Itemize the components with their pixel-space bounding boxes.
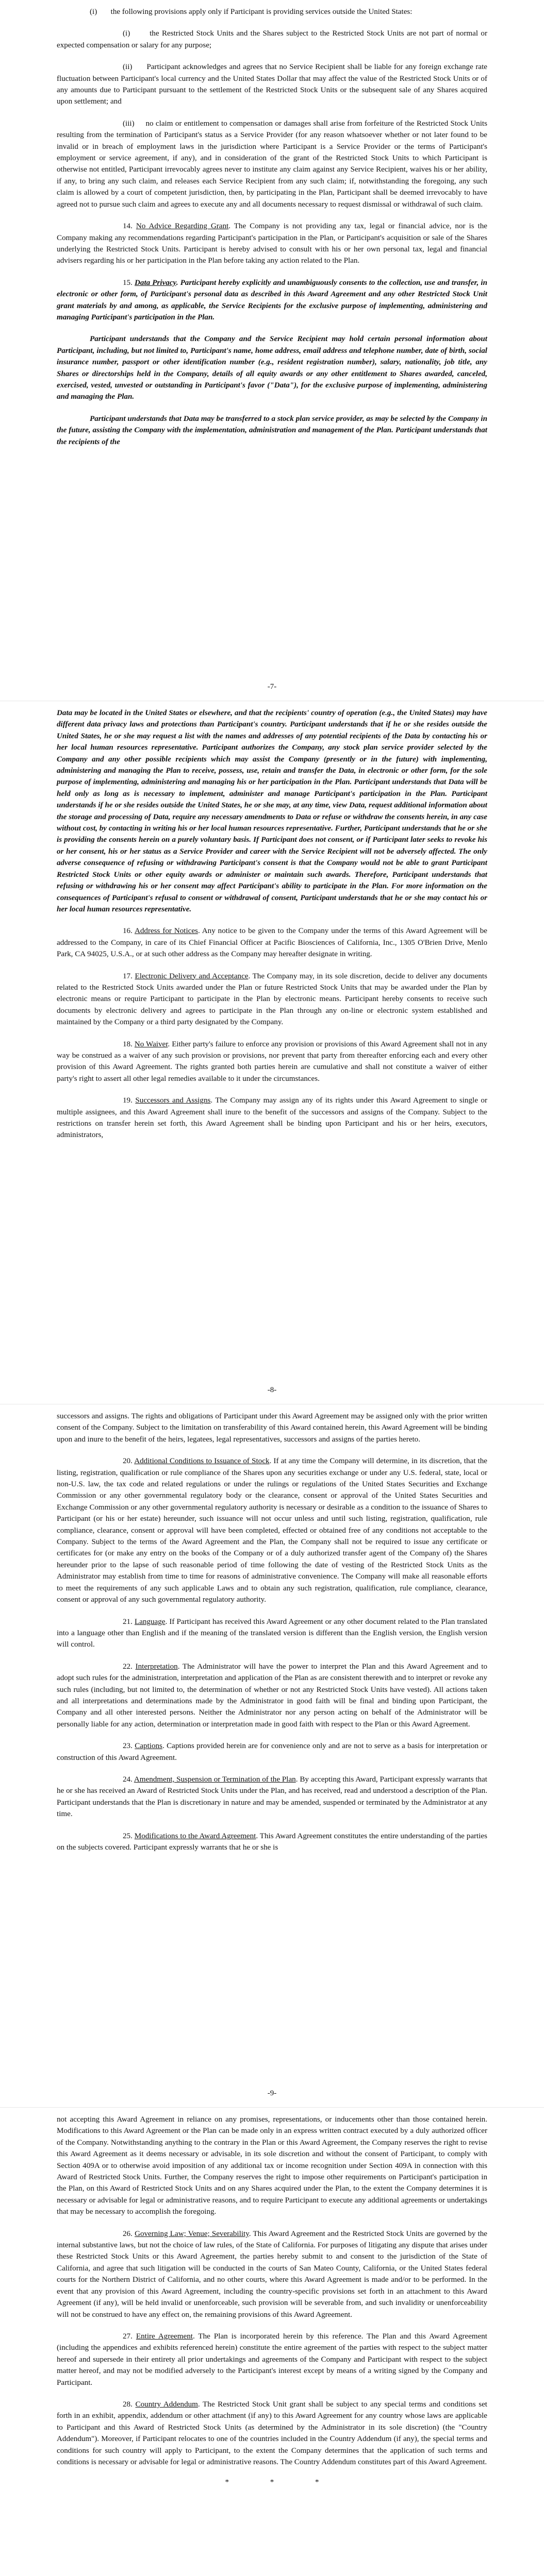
document-page-7 (0, 0, 544, 701)
section-heading: Additional Conditions to Issuance of Stock (134, 1457, 270, 1466)
section-body: . Either party's failure to enforce any provision or provisions of this Award Agreement shall not in any way be construed as a waiver of any such provision or provisions, nor prevent that party from thereafter enforcing each and every other provision of this Award Agreement. The rights granted both parties herein are cumulative and shall not constitute a waiver of either party's right to assert all other legal remedies available to it under the circumstances. (57, 1040, 487, 1083)
section-body: . If at any time the Company will determine, in its discretion, that the listing, registration, qualification or rule compliance of the Shares upon any securities exchange or under any U.S. federal, state, local or non-U.S. law, the tax code and related regulations or under the rulings or regulations of the United States Securities and Exchange Commission or any other governmental regulatory body or the clearance, consent or approval of the United States Securities and Exchange Commission or any other governmental regulatory authority is necessary or desirable as a condition to the issuance of Shares to Participant (or his or her estate) hereunder, such issuance will not occur unless and until such listing, registration, qualification, rule compliance, clearance, consent or approval will have been completed, effected or obtained free of any conditions not acceptable to the Company. Subject to the terms of the Award Agreement and the Plan, the Company shall not be required to issue any certificate or certificates for (or make any entry on the books of the Company or of a duly authorized transfer agent of the Company of) the Shares hereunder prior to the lapse of such reasonable period of time following the date of vesting of the Restricted Stock Units as the Administrator may establish from time to time for reasons of administrative convenience. The Company will make all reasonable efforts to meet the requirements of any such applicable Laws and to obtain any such registration, qualification, rule compliance, clearance, consent or approval of any such governmental regulatory authority. (57, 1457, 487, 1604)
section-number: 27. (123, 2332, 133, 2341)
section-25 (57, 1831, 487, 1854)
section-number: 22. (123, 1662, 133, 1671)
section-16 (57, 925, 487, 960)
section-number: 23. (123, 1742, 133, 1751)
section-20 (57, 1455, 487, 1605)
section-heading: Successors and Assigns (135, 1096, 211, 1105)
section-number: 19. (123, 1096, 133, 1105)
document-page-8 (0, 701, 544, 1404)
section-number: 20. (123, 1457, 133, 1466)
section-heading: Captions (135, 1742, 162, 1751)
section-number: 28. (123, 2400, 133, 2409)
paragraph-13-i-ii: (ii) Participant acknowledges and agrees that no Service Recipient shall be liable for any foreign exchange rate fluctuation between Participant's local currency and the United States Dollar that may affect the value of the Restricted Stock Units or of any amounts due to Participant pursuant to the settlement of the Restricted Stock Units or the subsequent sale of any Shares acquired upon settlement; and (57, 63, 487, 106)
section-body: . If Participant has received this Award Agreement or any other document related to the Plan translated into a language other than English and if the meaning of the translated version is different than the English version, the English version will control. (57, 1617, 488, 1649)
section-heading: Electronic Delivery and Acceptance (135, 972, 249, 980)
paragraph-13-i-i: (i) the Restricted Stock Units and the Shares subject to the Restricted Stock Units are not part of normal or expected compensation or salary for any purpose; (57, 29, 487, 49)
section-number: 26. (123, 2229, 133, 2238)
section-number: 14. (123, 222, 133, 231)
section-24 (57, 1774, 487, 1820)
section-17 (57, 971, 487, 1028)
section-25-continuation: not accepting this Award Agreement in reliance on any promises, representations, or inducements other than those contained herein. Modifications to this Award Agreement or the Plan can be made only in an express written contract executed by a duly authorized officer of the Company. Notwithstanding anything to the contrary in the Plan or this Award Agreement, the Company reserves the right to revise this Award Agreement as it deems necessary or advisable, in its sole discretion and without the consent of Participant, to comply with Section 409A or to otherwise avoid imposition of any additional tax or income recognition under Section 409A in connection with this Award of Restricted Stock Units. Further, the Company reserves the right to impose other requirements on Participant's participation in the Plan, on this Award of Restricted Stock Units and on any Shares acquired under the Plan, to the extent the Company determines it is necessary or advisable for legal or administrative reasons, and to require Participant to execute any additional agreements or undertakings that may be necessary to accomplish the foregoing. (57, 2115, 487, 2216)
data-privacy-continuation: Data may be located in the United States or elsewhere, and that the recipients' country of operation (e.g., the United States) may have different data privacy laws and protections than Participant's country. Participant understands that if he or she resides outside the United States, he or she may request a list with the names and addresses of any potential recipients of the Data by contacting his or her local human resources representative. Participant authorizes the Company, any stock plan service provider selected by the Company and any other possible recipients which may assist the Company (presently or in the future) with implementing, administering and managing the Plan to receive, possess, use, retain and transfer the Data, in electronic or other form, for the sole purpose of implementing, administering and managing his or her participation in the Plan. Participant understands that Data will be held only as long as is necessary to implement, administer and manage Participant's participation in the Plan. Participant understands if he or she resides outside the United States, he or she may, at any time, view Data, request additional information about the storage and processing of Data, require any necessary amendments to Data or refuse or withdraw the consents herein, in any case without cost, by contacting in writing his or her local human resources representative. Further, Participant understands that he or she is providing the consents herein on a purely voluntary basis. If Participant does not consent, or if Participant later seeks to revoke his or her consent, his or her status as a Service Provider and career with the Service Recipient will not be adversely affected. The only adverse consequence of refusing or withdrawing Participant's consent is that the Company would not be able to grant Participant Restricted Stock Units or other equity awards or administer or maintain such awards. Therefore, Participant understands that refusing or withdrawing his or her consent may affect Participant's ability to participate in the Plan. For more information on the consequences of Participant's refusal to consent or withdrawal of consent, Participant understands that he or she may contact his or her local human resources representative. (57, 709, 487, 913)
section-number: 17. (123, 972, 133, 980)
page-number: -9- (267, 2089, 277, 2097)
section-21 (57, 1616, 487, 1651)
section-number: 25. (123, 1832, 133, 1840)
section-body: . Any notice to be given to the Company under the terms of this Award Agreement will be addressed to the Company, in care of its Chief Financial Officer at Pacific Biosciences of California, Inc., 1305 O'Brien Drive, Menlo Park, CA 94025, U.S.A., or at such other address as the Company may hereafter designate in writing. (57, 927, 487, 959)
section-body: . By accepting this Award, Participant expressly warrants that he or she has received an Award of Restricted Stock Units under the Plan, and has received, read and understood a description of the Plan. Participant understands that the Plan is discretionary in nature and may be amended, suspended or terminated by the Administrator at any time. (57, 1775, 487, 1819)
data-privacy-paragraph-3: Participant understands that Data may be transferred to a stock plan service provider, as may be selected by the Company in the future, assisting the Company with the implementation, administration and management of the Plan. Participant understands that the recipients of the (57, 414, 487, 446)
section-body: . The Company may assign any of its rights under this Award Agreement to single or multiple assignees, and this Award Agreement shall inure to the benefit of the successors and assigns of the Company. Subject to the restrictions on transfer herein set forth, this Award Agreement shall be binding upon Participant and his or her heirs, executors, administrators, (57, 1096, 487, 1140)
data-privacy-paragraph-2: Participant understands that the Company and the Service Recipient may hold certain personal information about Participant, including, but not limited to, Participant's name, home address, email address and telephone number, date of birth, social insurance number, passport or other identification number (e.g., resident registration number), salary, nationality, job title, any Shares or directorships held in the Company, details of all equity awards or any other entitlement to Shares awarded, canceled, exercised, vested, unvested or outstanding in Participant's favor ("Data"), for the exclusive purpose of implementing, administering and managing the Plan. (57, 335, 487, 401)
paragraph-13-i: (i) the following provisions apply only if Participant is providing services outside the United States: (90, 8, 413, 16)
document-page-9 (0, 1404, 544, 2107)
section-heading: Country Addendum (135, 2400, 198, 2409)
section-28 (57, 2399, 487, 2468)
section-body: . Captions provided herein are for convenience only and are not to serve as a basis for interpretation or construction of this Award Agreement. (57, 1742, 487, 1762)
section-body: . This Award Agreement constitutes the entire understanding of the parties on the subjects covered. Participant expressly warrants that he or she is (57, 1832, 488, 1852)
section-18 (57, 1039, 487, 1085)
section-heading: Entire Agreement (136, 2332, 193, 2341)
section-heading: Data Privacy (135, 278, 176, 287)
section-heading: Modifications to the Award Agreement (134, 1832, 256, 1840)
section-body: . The Plan is incorporated herein by this reference. The Plan and this Award Agreement (including the appendices and exhibits referenced herein) constitute the entire agreement of the parties with respect to the subject matter hereof and supersede in their entirety all prior undertakings and agreements of the Company and Participant with respect to the subject matter hereof, and may not be modified adversely to the Participant's interest except by means of a writing signed by the Company and Participant. (57, 2332, 487, 2387)
section-23 (57, 1740, 487, 1764)
section-heading: Language (134, 1617, 166, 1626)
section-number: 18. (123, 1040, 133, 1048)
section-22 (57, 1661, 487, 1730)
section-number: 24. (123, 1775, 133, 1784)
section-number: 21. (123, 1617, 133, 1626)
section-heading: Governing Law; Venue; Severability (135, 2229, 249, 2238)
section-heading: Interpretation (135, 1662, 178, 1671)
section-15 (57, 277, 487, 324)
document-page-10 (0, 2107, 544, 2576)
section-heading: No Waiver (134, 1040, 168, 1048)
end-of-document-stars: * * * (225, 2478, 339, 2487)
section-body: . The Company is not providing any tax, legal or financial advice, nor is the Company making any recommendations regarding Participant's participation in the Plan, or Participant's acquisition or sale of the Shares underlying the Restricted Stock Units. Participant is hereby advised to consult with his or her own personal tax, legal and financial advisers regarding his or her participation in the Plan before taking any action related to the Plan. (57, 222, 488, 265)
section-body: . The Restricted Stock Unit grant shall be subject to any special terms and conditions set forth in an exhibit, appendix, addendum or other attachment (if any) to this Award Agreement for any country whose laws are applicable to Participant and this Award of Restricted Stock Units (as determined by the Administrator in its sole discretion) (the "Country Addendum"). Moreover, if Participant relocates to one of the countries included in the Country Addendum (if any), the special terms and conditions for such country will apply to Participant, to the extent the Company determines that the application of such terms and conditions is necessary or advisable for legal or administrative reasons. The Country Addendum constitutes part of this Award Agreement. (57, 2400, 487, 2466)
section-body: . The Company may, in its sole discretion, decide to deliver any documents related to the Restricted Stock Units awarded under the Plan or future Restricted Stock Units that may be awarded under the Plan by electronic means or require Participant to participate in the Plan by electronic means. Participant hereby consents to receive such documents by electronic delivery and agrees to participate in the Plan through any on-line or electronic system established and maintained by the Company or a third party designated by the Company. (57, 972, 487, 1027)
section-heading: Address for Notices (134, 927, 198, 936)
section-heading: No Advice Regarding Grant (136, 222, 229, 231)
page-number: -8- (267, 1386, 277, 1394)
section-body: . Participant hereby explicitly and unambiguously consents to the collection, use and transfer, in electronic or other form, of Participant's personal data as described in this Award Agreement and any other Restricted Stock Unit grant materials by and among, as applicable, the Service Recipients for the exclusive purpose of implementing, administering and managing Participant's participation in the Plan. (57, 278, 487, 321)
section-27 (57, 2331, 487, 2388)
section-14 (57, 221, 487, 267)
section-19-continuation: successors and assigns. The rights and obligations of Participant under this Award Agreement may be assigned only with the prior written consent of the Company. Subject to the limitation on transferability of this Award contained herein, this Award Agreement will be binding upon and inure to the benefit of the heirs, legatees, legal representatives, successors and assigns of the parties hereto. (57, 1412, 487, 1444)
paragraph-13-i-iii: (iii) no claim or entitlement to compensation or damages shall arise from forfeiture of the Restricted Stock Units resulting from the termination of Participant's status as a Service Provider (for any reason whatsoever whether or not later found to be invalid or in breach of employment laws in the jurisdiction where Participant is a Service Provider or the terms of Participant's employment or service agreement, if any), and in consideration of the grant of the Restricted Stock Units to which Participant is otherwise not entitled, Participant irrevocably agrees never to institute any claim against any Service Recipient, waives his or her ability, if any, to bring any such claim, and releases each Service Recipient from any such claim; if, notwithstanding the foregoing, any such claim is allowed by a court of competent jurisdiction, then, by participating in the Plan, Participant shall be deemed irrevocably to have agreed not to pursue such claim and agrees to execute any and all documents necessary to request dismissal or withdrawal of such claim. (57, 119, 487, 209)
section-number: 15. (123, 278, 133, 287)
section-heading: Amendment, Suspension or Termination of the Plan (134, 1775, 296, 1784)
section-body: . The Administrator will have the power to interpret the Plan and this Award Agreement and to adopt such rules for the administration, interpretation and application of the Plan as are consistent therewith and to interpret or revoke any such rules (including, but not limited to, the determination of whether or not any Restricted Stock Units have vested). All actions taken and all interpretations and determinations made by the Administrator in good faith will be final and binding upon Participant, the Company and all other interested persons. Neither the Administrator nor any person acting on behalf of the Administrator will be personally liable for any action, determination or interpretation made in good faith with respect to the Plan or this Award Agreement. (57, 1662, 487, 1728)
section-19 (57, 1095, 487, 1141)
section-26 (57, 2228, 487, 2320)
section-body: . This Award Agreement and the Restricted Stock Units are governed by the internal substantive laws, but not the choice of law rules, of the State of California. For purposes of litigating any dispute that arises under these Restricted Stock Units or this Award Agreement, the parties hereby submit to and consent to the jurisdiction of the State of California, and agree that such litigation will be conducted in the courts of San Mateo County, California, or the United States federal courts for the Northern District of California, and no other courts, where this Award Agreement is made and/or to be performed. In the event that any provision of this Award Agreement, including the country-specific provisions set forth in an attachment to this Award Agreement (if any), will be held invalid or unenforceable, such provision will be severable from, and such invalidity or unenforceability will not be construed to have any effect on, the remaining provisions of this Award Agreement. (57, 2229, 488, 2319)
page-number: -7- (267, 683, 277, 691)
section-number: 16. (123, 927, 133, 936)
